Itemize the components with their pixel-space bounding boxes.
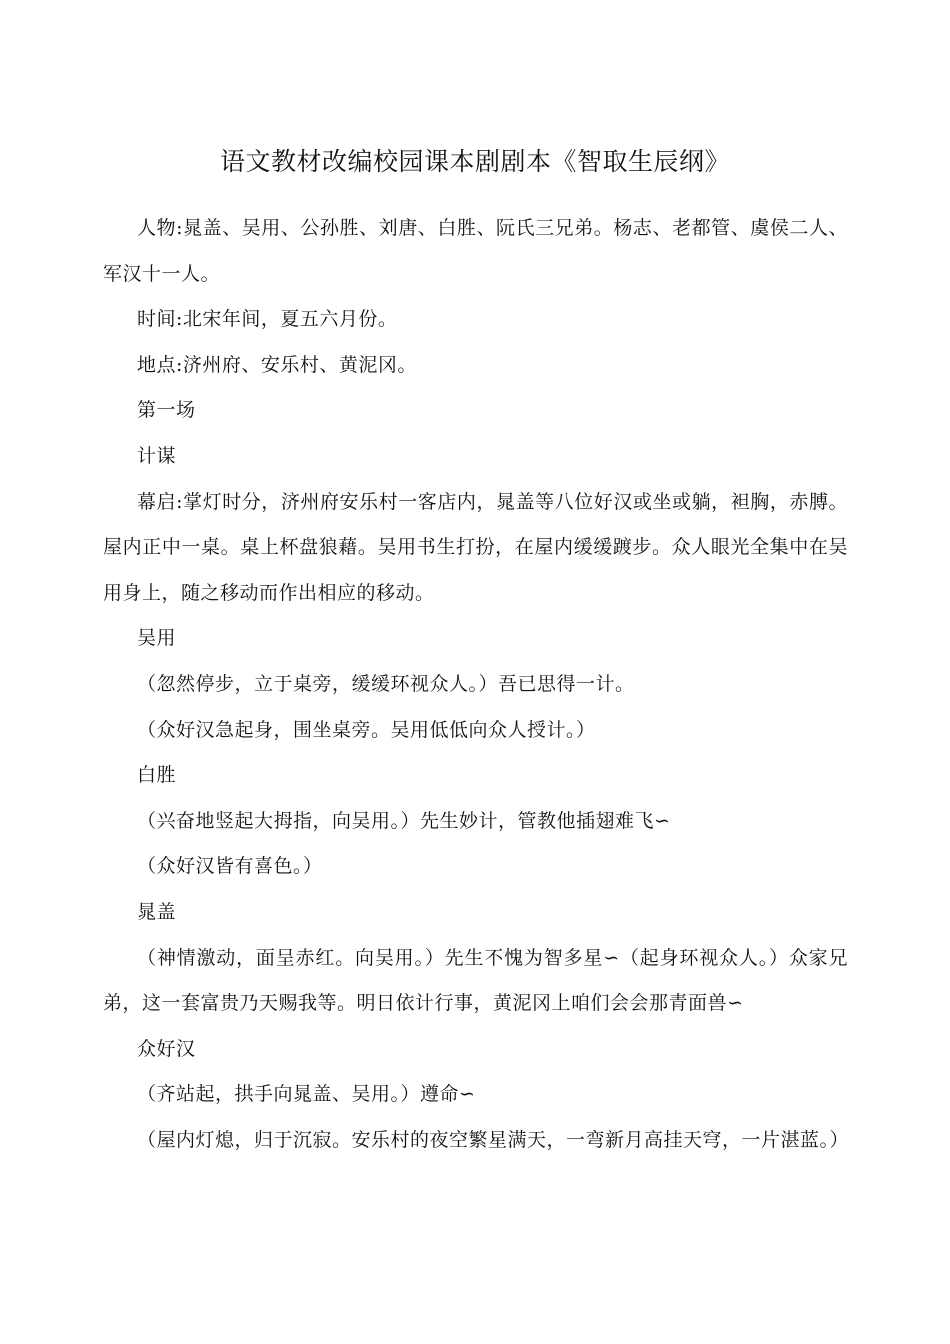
paragraph-time: 时间:北宋年间，夏五六月份。: [137, 308, 398, 331]
speaker-name: 吴用: [137, 627, 177, 650]
paragraph-curtain: 幕启:掌灯时分，济州府安乐村一客店内，晁盖等八位好汉或坐或躺，袒胸，赤膊。屋内正中一桌。桌上杯盘狼藉。吴用书生打扮，在屋内缓缓踱步。众人眼光全集中在吴用身上，随之移动而作出相应的移动。: [103, 490, 848, 604]
dialogue-line: （神情激动，面呈赤红。向吴用。）先生不愧为智多星∽（起身环视众人。）众家兄弟，这一套富贵乃天赐我等。明日依计行事，黄泥冈上咱们会会那青面兽∽: [103, 946, 848, 1015]
document-body: [103, 206, 848, 1163]
scene-title: 计谋: [137, 444, 177, 467]
scene-heading: 第一场: [137, 399, 196, 422]
paragraph-location: 地点:济州府、安乐村、黄泥冈。: [137, 353, 417, 376]
stage-direction: （众好汉皆有喜色。）: [137, 855, 323, 878]
speaker-name: 众好汉: [137, 1037, 196, 1060]
dialogue-line: （兴奋地竖起大拇指，向吴用。）先生妙计，管教他插翅难飞∽: [137, 809, 671, 832]
paragraph-characters: 人物:晁盖、吴用、公孙胜、刘唐、白胜、阮氏三兄弟。杨志、老都管、虞侯二人、军汉十一人。: [103, 217, 848, 285]
speaker-name: 晁盖: [137, 900, 177, 923]
stage-direction: （众好汉急起身，围坐桌旁。吴用低低向众人授计。）: [137, 718, 596, 741]
speaker-name: 白胜: [137, 764, 177, 787]
dialogue-line: （齐站起，拱手向晁盖、吴用。）遵命∽: [137, 1083, 476, 1106]
dialogue-line: （忽然停步，立于桌旁，缓缓环视众人。）吾已思得一计。: [137, 672, 635, 695]
stage-direction: （屋内灯熄，归于沉寂。安乐村的夜空繁星满天，一弯新月高挂天穹，一片湛蓝。）: [137, 1128, 850, 1151]
document-title: 语文教材改编校园课本剧剧本《智取生辰纲》: [219, 147, 730, 176]
